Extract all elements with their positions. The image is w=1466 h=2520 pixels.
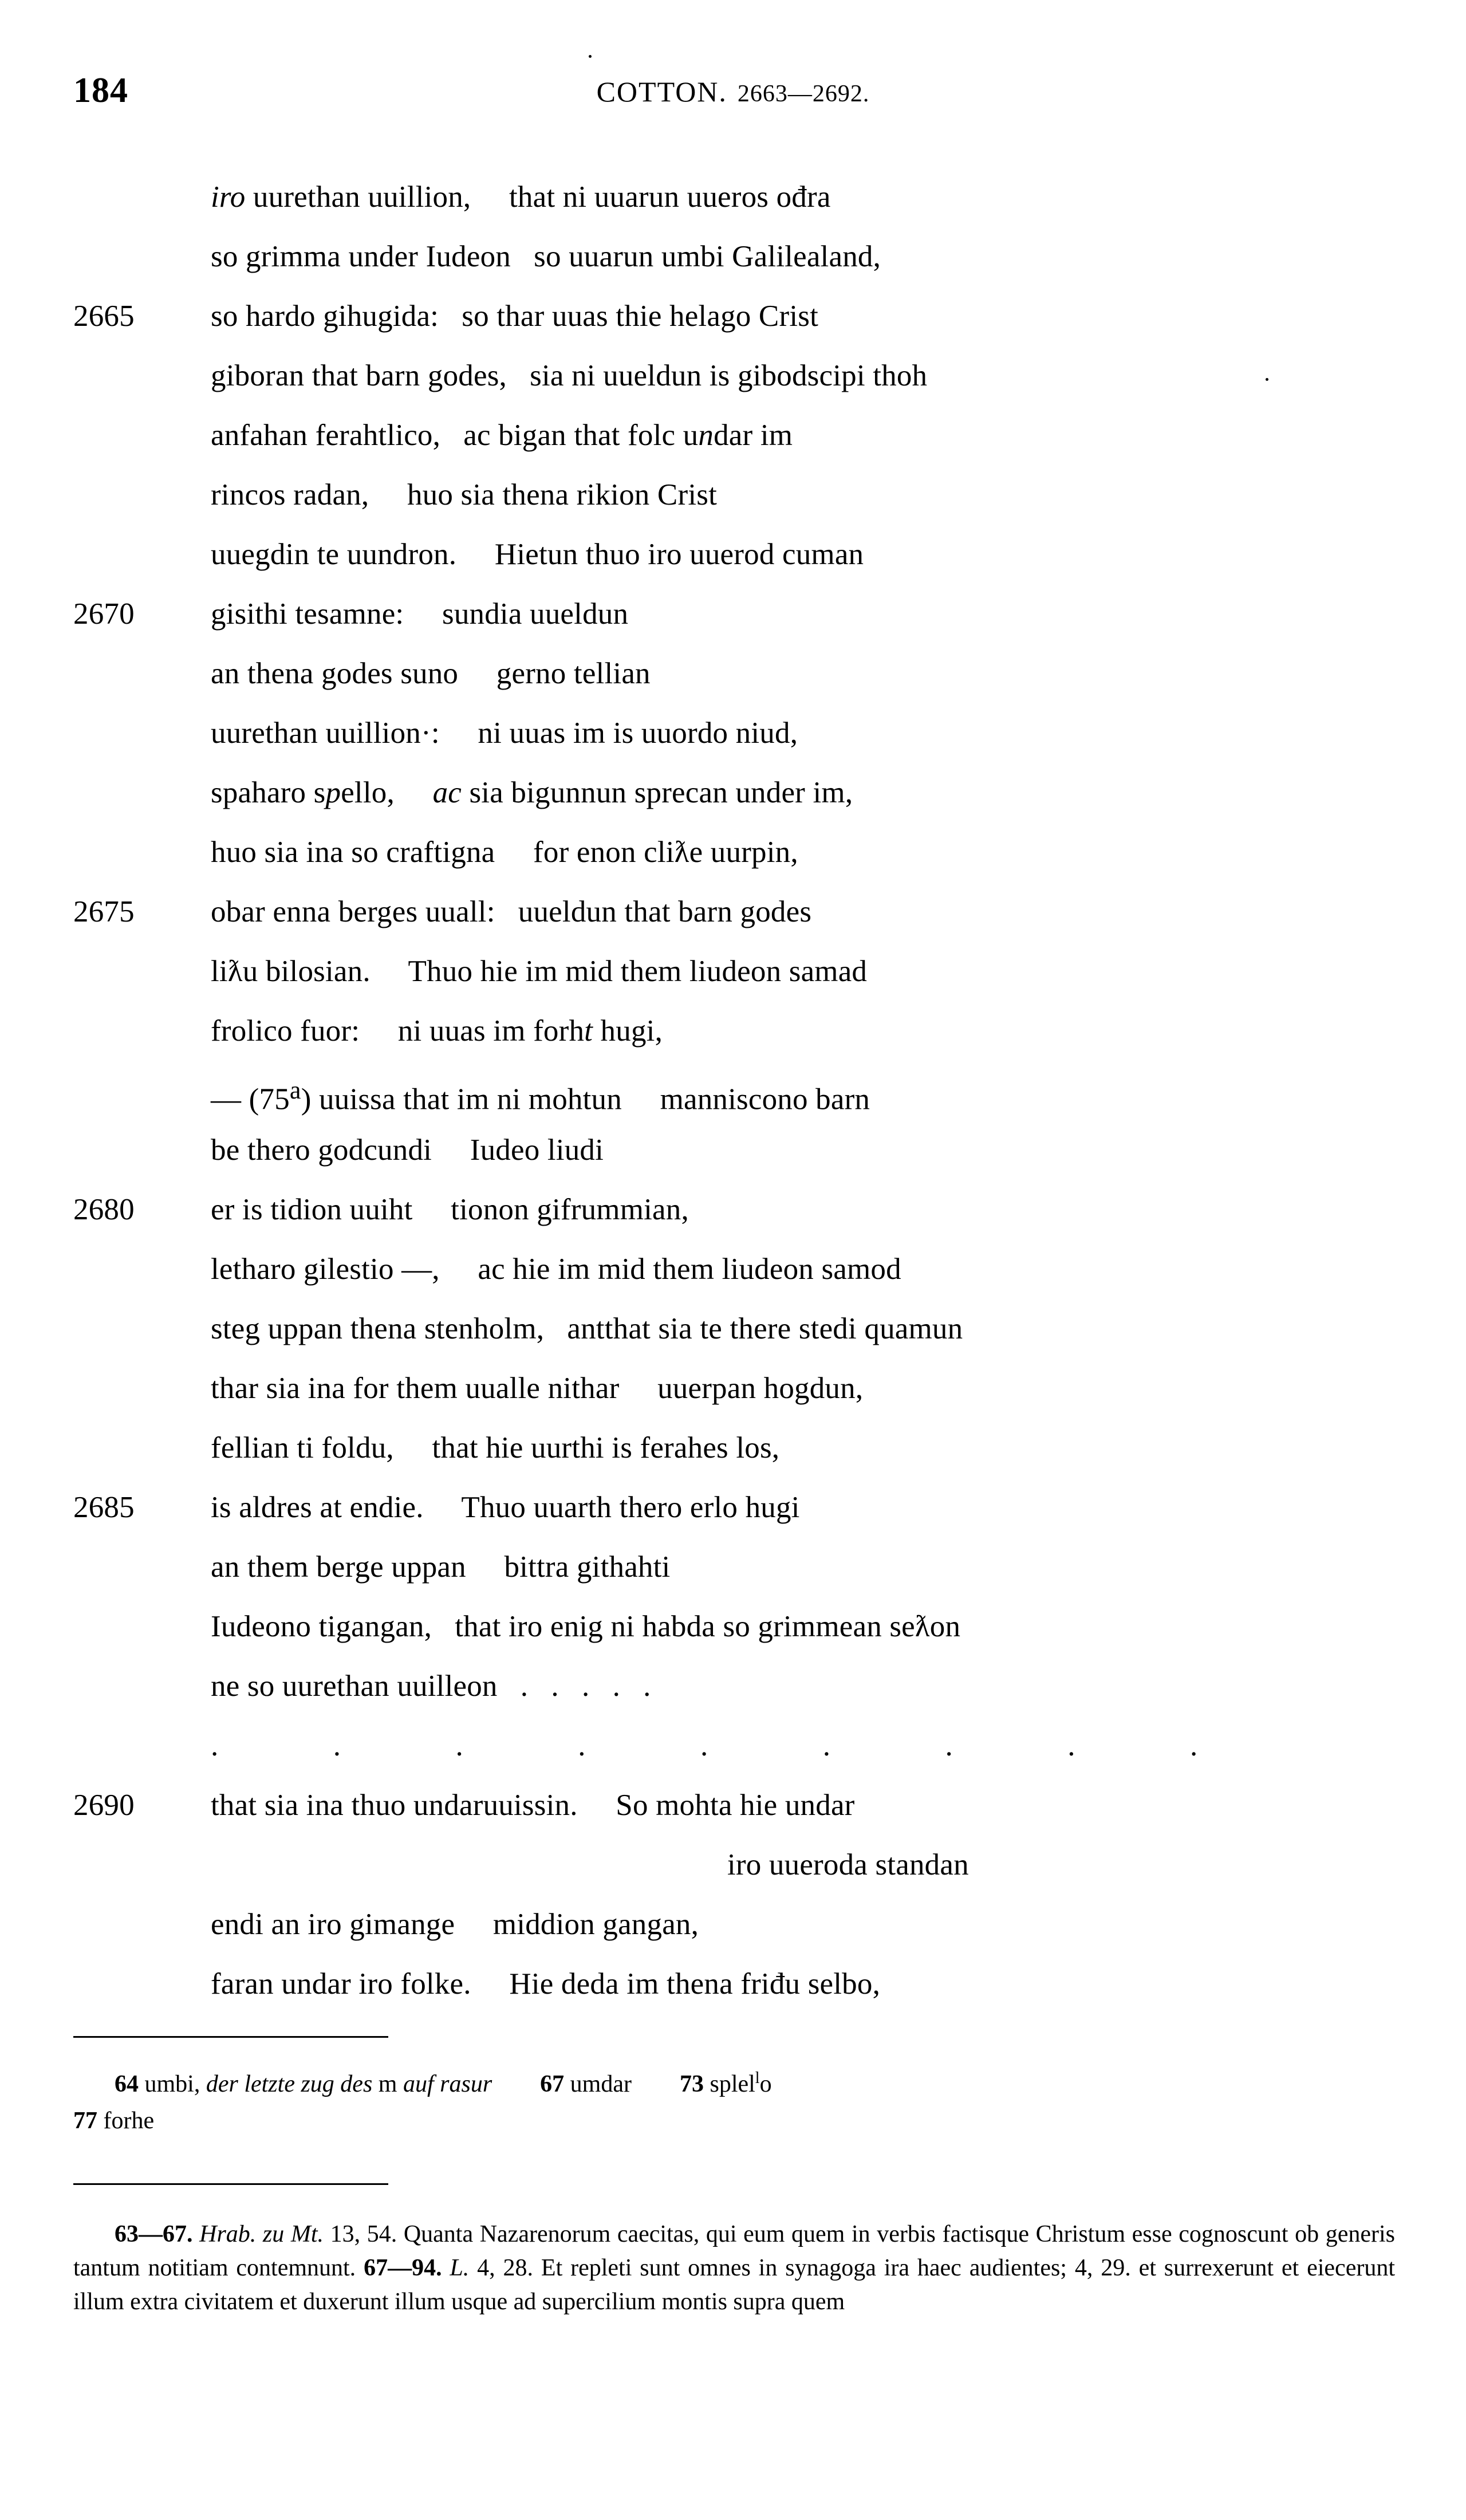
verse-line-number: 2685	[73, 1491, 135, 1524]
verse-line	[0, 1299, 1466, 1359]
verse-line-number: 2665	[73, 300, 135, 333]
verse-line	[0, 405, 1466, 465]
verse-line-text: letharo gilestio —, ac hie im mid them liudeon samod	[211, 1253, 901, 1286]
verse-line-text: er is tidion uuiht tionon gifrummian,	[211, 1193, 689, 1226]
verse-line-text: liƛu bilosian. Thuo hie im mid them liudeon samad	[211, 955, 868, 988]
verse-line	[0, 227, 1466, 286]
commentary-text: 63—67. Hrab. zu Mt. 13, 54. Quanta Nazarenorum caecitas, qui eum quem in verbis factisque Christum esse cognoscunt ob generis tantum notitiam contemnunt. 67—94. L. 4, 28. Et repleti sunt omnes in synagoga ira haec audientes; 4, 29. et surrexerunt et eiecerunt illum extra civitatem et duxerunt illum usque ad supercilium montis supra quem	[73, 2221, 1395, 2315]
verse-line	[0, 644, 1466, 703]
verse-line	[0, 1656, 1466, 1716]
verse-line	[0, 1001, 1466, 1061]
verse-line	[0, 1120, 1466, 1180]
verse-line-text: spaharo spello, ac sia bigunnun sprecan under im,	[211, 776, 853, 809]
leader-dots-row	[0, 1716, 1466, 1775]
verse-line	[0, 584, 1466, 644]
verse-line-text: uurethan uuillion·: ni uuas im is uuordo niud,	[211, 716, 798, 750]
commentary-rule	[73, 2183, 388, 2185]
verse-line	[0, 1061, 1466, 1120]
verse-line-text: steg uppan thena stenholm, antthat sia te there stedi quamun	[211, 1312, 963, 1345]
verse-line-text: so grimma under Iudeon so uuarun umbi Galilealand,	[211, 240, 881, 273]
verse-line-text: gisithi tesamne: sundia uueldun	[211, 597, 629, 631]
verse-line	[0, 1239, 1466, 1299]
verse-line-text: giboran that barn godes, sia ni uueldun is gibodscipi thoh	[211, 359, 928, 392]
verse-line-text: an thena godes suno gerno tellian	[211, 657, 651, 690]
verse-line-text: endi an iro gimange middion gangan,	[211, 1908, 699, 1941]
verse-line-text: rincos radan, huo sia thena rikion Crist	[211, 478, 717, 511]
verse-line-text: huo sia ina so craftigna for enon cliƛe uurpin,	[211, 836, 798, 869]
verse-line-text: that sia ina thuo undaruuissin. So mohta hie undar	[211, 1789, 855, 1822]
verse-line	[0, 525, 1466, 584]
verse-line	[0, 1775, 1466, 1835]
verse-line	[0, 1478, 1466, 1537]
apparatus-criticus	[73, 2066, 1402, 2139]
running-head	[0, 68, 1466, 119]
verse-line-text: is aldres at endie. Thuo uuarth thero erlo hugi	[211, 1491, 800, 1524]
verse-line	[0, 822, 1466, 882]
verse-line	[0, 703, 1466, 763]
verse-line	[0, 286, 1466, 346]
apparatus-rule	[73, 2036, 388, 2038]
verse-line	[0, 763, 1466, 822]
verse-line-text: anfahan ferahtlico, ac bigan that folc undar im	[211, 419, 793, 452]
verse-line	[0, 1597, 1466, 1656]
verse-line-text: Iudeono tigangan, that iro enig ni habda so grimmean seƛon	[211, 1610, 961, 1643]
verse-line-text: iro uurethan uuillion, that ni uuarun uueros ođra	[211, 180, 831, 214]
verse-block	[0, 167, 1466, 2014]
verse-line-number: 2680	[73, 1193, 135, 1226]
running-title-range: 2663—2692.	[737, 81, 870, 107]
verse-line-text: fellian ti foldu, that hie uurthi is ferahes los,	[211, 1431, 780, 1464]
verse-line	[0, 882, 1466, 942]
verse-line-number: 2690	[73, 1789, 135, 1822]
verse-line-text: thar sia ina for them uualle nithar uuerpan hogdun,	[211, 1372, 864, 1405]
verse-line	[0, 1835, 1466, 1895]
commentary-block	[73, 2218, 1395, 2319]
verse-line-text: be thero godcundi Iudeo liudi	[211, 1133, 604, 1167]
verse-line-text: an them berge uppan bittra githahti	[211, 1550, 671, 1584]
verse-line-text: frolico fuor: ni uuas im forht hugi,	[211, 1014, 663, 1048]
verse-line	[0, 1537, 1466, 1597]
running-title	[0, 70, 1466, 116]
verse-line	[0, 1895, 1466, 1954]
page-number: 184	[73, 71, 128, 110]
verse-line-text: faran undar iro folke. Hie deda im thena friđu selbo,	[211, 1967, 881, 2001]
verse-line	[0, 1359, 1466, 1418]
verse-line	[0, 167, 1466, 227]
verse-line-text: iro uueroda standan	[727, 1848, 969, 1881]
verse-line-text: obar enna berges uuall: uueldun that barn godes	[211, 895, 812, 928]
verse-line-text: ne so uurethan uuilleon . . . . .	[211, 1670, 651, 1703]
verse-line	[0, 1180, 1466, 1239]
verse-line	[0, 1954, 1466, 2014]
verse-line-text: uuegdin te uundron. Hietun thuo iro uuerod cuman	[211, 538, 864, 571]
verse-line-number: 2675	[73, 895, 135, 928]
verse-line-number: 2670	[73, 597, 135, 631]
print-speck	[589, 55, 592, 58]
verse-line	[0, 346, 1466, 405]
verse-line	[0, 465, 1466, 525]
verse-line	[0, 1418, 1466, 1478]
leader-dots: . . . . . . . . .	[211, 1729, 1231, 1762]
running-title-text: COTTON.	[596, 76, 727, 108]
apparatus-line-1: 64 umbi, der letzte zug des m auf rasur 67 umdar 73 splel$^l$o	[115, 2069, 772, 2097]
verse-line-text: so hardo gihugida: so thar uuas thie helago Crist	[211, 300, 818, 333]
verse-line-text: — (75$^a$) uuissa that im ni mohtun manniscono barn	[211, 1076, 870, 1116]
apparatus-line-2: 77 forhe	[73, 2108, 155, 2134]
verse-line	[0, 942, 1466, 1001]
